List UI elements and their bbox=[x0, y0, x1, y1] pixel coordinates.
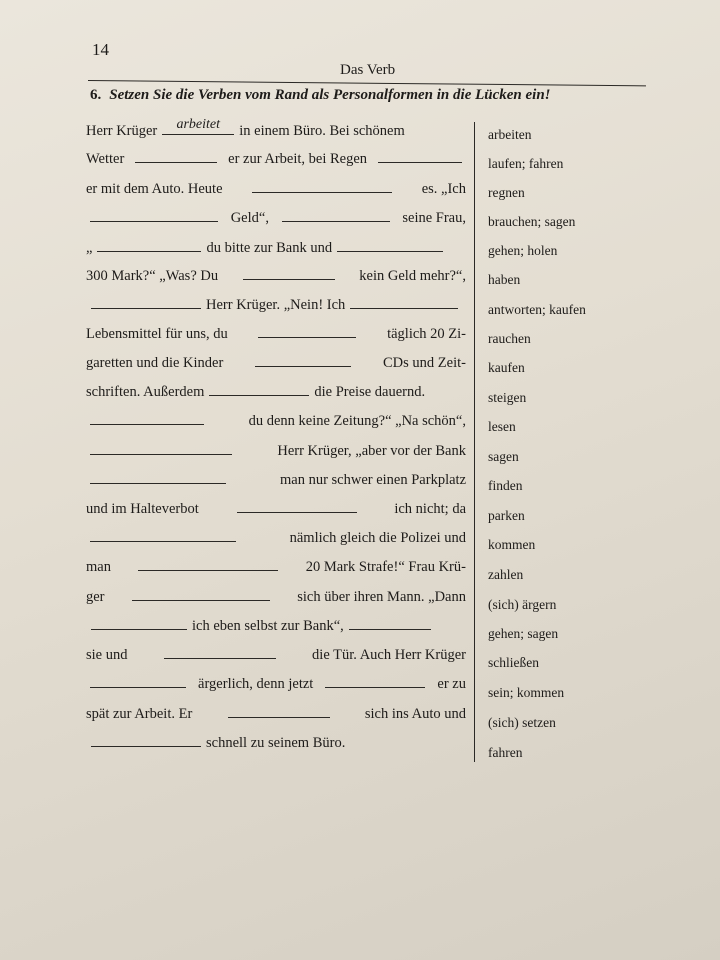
answer-blank[interactable] bbox=[252, 178, 392, 193]
text-segment: sich ins Auto und bbox=[364, 706, 466, 722]
text-line bbox=[86, 498, 466, 518]
text-line bbox=[86, 644, 466, 664]
header-rule bbox=[88, 80, 646, 86]
answer-blank[interactable] bbox=[349, 615, 431, 630]
text-line bbox=[86, 148, 466, 168]
text-segment: Lebensmittel für uns, du bbox=[86, 326, 228, 342]
answer-blank[interactable] bbox=[378, 148, 462, 163]
text-line bbox=[86, 469, 466, 489]
answer-blank[interactable] bbox=[90, 673, 186, 688]
verb-hint: schließen bbox=[488, 655, 539, 670]
text-line bbox=[86, 440, 466, 460]
text-line bbox=[86, 556, 466, 576]
running-header: Das Verb bbox=[340, 62, 396, 78]
verb-hint: finden bbox=[488, 478, 523, 493]
answer-blank[interactable] bbox=[243, 265, 335, 280]
text-segment: kein Geld mehr?“, bbox=[359, 268, 466, 284]
text-line bbox=[86, 237, 466, 257]
text-segment: und im Halteverbot bbox=[86, 501, 199, 517]
text-segment: Geld“, bbox=[230, 210, 269, 226]
text-segment: CDs und Zeit- bbox=[383, 355, 466, 371]
text-segment: ich nicht; da bbox=[394, 501, 466, 517]
verb-hint: antworten; kaufen bbox=[488, 302, 586, 317]
answer-blank[interactable] bbox=[135, 148, 217, 163]
answer-blank[interactable] bbox=[228, 703, 330, 718]
verb-hint: (sich) ärgern bbox=[488, 597, 557, 612]
answer-blank[interactable] bbox=[237, 498, 357, 513]
verb-hint: kommen bbox=[488, 537, 536, 552]
text-segment: er mit dem Auto. Heute bbox=[86, 181, 223, 197]
text-segment: du denn keine Zeitung?“ „Na schön“, bbox=[248, 413, 466, 429]
text-segment: Wetter bbox=[86, 151, 125, 167]
text-line bbox=[86, 527, 466, 547]
text-segment: die Tür. Auch Herr Krüger bbox=[312, 647, 466, 663]
verb-hint: lesen bbox=[488, 419, 516, 434]
verb-hint: gehen; sagen bbox=[488, 626, 559, 641]
text-line bbox=[86, 381, 466, 401]
text-line bbox=[86, 703, 466, 723]
answer-blank[interactable] bbox=[91, 615, 187, 630]
text-segment: in einem Büro. Bei schönem bbox=[239, 123, 405, 139]
exercise-instruction-text: Setzen Sie die Verben vom Rand als Personalformen in die Lücken ein! bbox=[109, 87, 551, 103]
verb-hint: (sich) setzen bbox=[488, 715, 556, 730]
answer-blank[interactable] bbox=[91, 294, 201, 309]
verb-hint: kaufen bbox=[488, 360, 525, 375]
answer-blank[interactable] bbox=[90, 207, 218, 222]
answer-blank[interactable] bbox=[90, 410, 204, 425]
answer-blank[interactable] bbox=[350, 294, 458, 309]
answer-blank[interactable] bbox=[209, 381, 309, 396]
answer-blank[interactable] bbox=[337, 237, 443, 252]
text-segment: die Preise dauernd. bbox=[314, 384, 426, 400]
text-segment: sich über ihren Mann. „Dann bbox=[297, 589, 466, 605]
text-segment: „ bbox=[86, 240, 93, 256]
verb-hint: arbeiten bbox=[488, 127, 532, 142]
text-segment: 20 Mark Strafe!“ Frau Krü- bbox=[305, 559, 466, 575]
answer-blank[interactable] bbox=[162, 117, 234, 135]
answer-blank[interactable] bbox=[255, 352, 351, 367]
text-segment: seine Frau, bbox=[402, 210, 466, 226]
answer-blank[interactable] bbox=[97, 237, 201, 252]
exercise-instruction bbox=[90, 87, 660, 104]
text-segment: man nur schwer einen Parkplatz bbox=[279, 472, 466, 488]
verb-hint: gehen; holen bbox=[488, 243, 558, 258]
answer-blank[interactable] bbox=[90, 527, 236, 542]
verb-hint: brauchen; sagen bbox=[488, 214, 576, 229]
verb-hint: rauchen bbox=[488, 331, 531, 346]
verb-hint: sein; kommen bbox=[488, 685, 565, 700]
answer-blank[interactable] bbox=[282, 207, 390, 222]
text-line bbox=[86, 673, 466, 693]
text-segment: es. „Ich bbox=[421, 181, 466, 197]
verb-hint: fahren bbox=[488, 745, 523, 760]
text-segment: Herr Krüger, „aber vor der Bank bbox=[277, 443, 466, 459]
text-line bbox=[86, 586, 466, 606]
verb-hint: steigen bbox=[488, 390, 527, 405]
text-segment: Herr Krüger. „Nein! Ich bbox=[206, 297, 346, 313]
answer-blank[interactable] bbox=[90, 469, 226, 484]
text-line bbox=[86, 615, 466, 635]
text-line bbox=[86, 352, 466, 372]
text-line bbox=[86, 323, 466, 343]
text-line bbox=[86, 117, 466, 140]
verb-hint: laufen; fahren bbox=[488, 156, 564, 171]
text-segment: ich eben selbst zur Bank“, bbox=[192, 618, 344, 634]
verb-hint: sagen bbox=[488, 449, 519, 464]
answer-blank[interactable] bbox=[90, 440, 232, 455]
text-segment: täglich 20 Zi- bbox=[387, 326, 466, 342]
text-line bbox=[86, 178, 466, 198]
text-segment: ger bbox=[86, 589, 105, 605]
answer-blank[interactable] bbox=[325, 673, 425, 688]
text-segment: ärgerlich, denn jetzt bbox=[198, 676, 314, 692]
answer-blank[interactable] bbox=[138, 556, 278, 571]
text-segment: Herr Krüger bbox=[86, 123, 158, 139]
exercise-number: 6. bbox=[90, 87, 102, 103]
text-line bbox=[86, 294, 466, 314]
text-segment: schnell zu seinem Büro. bbox=[206, 735, 346, 751]
text-segment: er zu bbox=[437, 676, 466, 692]
text-segment: er zur Arbeit, bei Regen bbox=[228, 151, 368, 167]
answer-blank[interactable] bbox=[91, 732, 201, 747]
answer-blank[interactable] bbox=[258, 323, 356, 338]
answer-blank[interactable] bbox=[132, 586, 270, 601]
text-segment: 300 Mark?“ „Was? Du bbox=[86, 268, 219, 284]
text-line bbox=[86, 265, 466, 285]
verb-hint: haben bbox=[488, 272, 521, 287]
text-segment: man bbox=[86, 559, 111, 575]
text-segment: sie und bbox=[86, 647, 128, 663]
text-segment: nämlich gleich die Polizei und bbox=[289, 530, 466, 546]
column-divider bbox=[474, 122, 475, 762]
text-line bbox=[86, 410, 466, 430]
verb-hint: regnen bbox=[488, 185, 525, 200]
text-segment: schriften. Außerdem bbox=[86, 384, 205, 400]
verb-hint: zahlen bbox=[488, 567, 524, 582]
text-segment: spät zur Arbeit. Er bbox=[86, 706, 193, 722]
text-segment: garetten und die Kinder bbox=[86, 355, 224, 371]
page-number: 14 bbox=[92, 40, 109, 59]
text-line bbox=[86, 207, 466, 227]
text-line bbox=[86, 732, 466, 752]
filled-answer: arbeitet bbox=[176, 117, 221, 132]
verb-hint: parken bbox=[488, 508, 525, 523]
text-segment: du bitte zur Bank und bbox=[206, 240, 333, 256]
answer-blank[interactable] bbox=[164, 644, 276, 659]
